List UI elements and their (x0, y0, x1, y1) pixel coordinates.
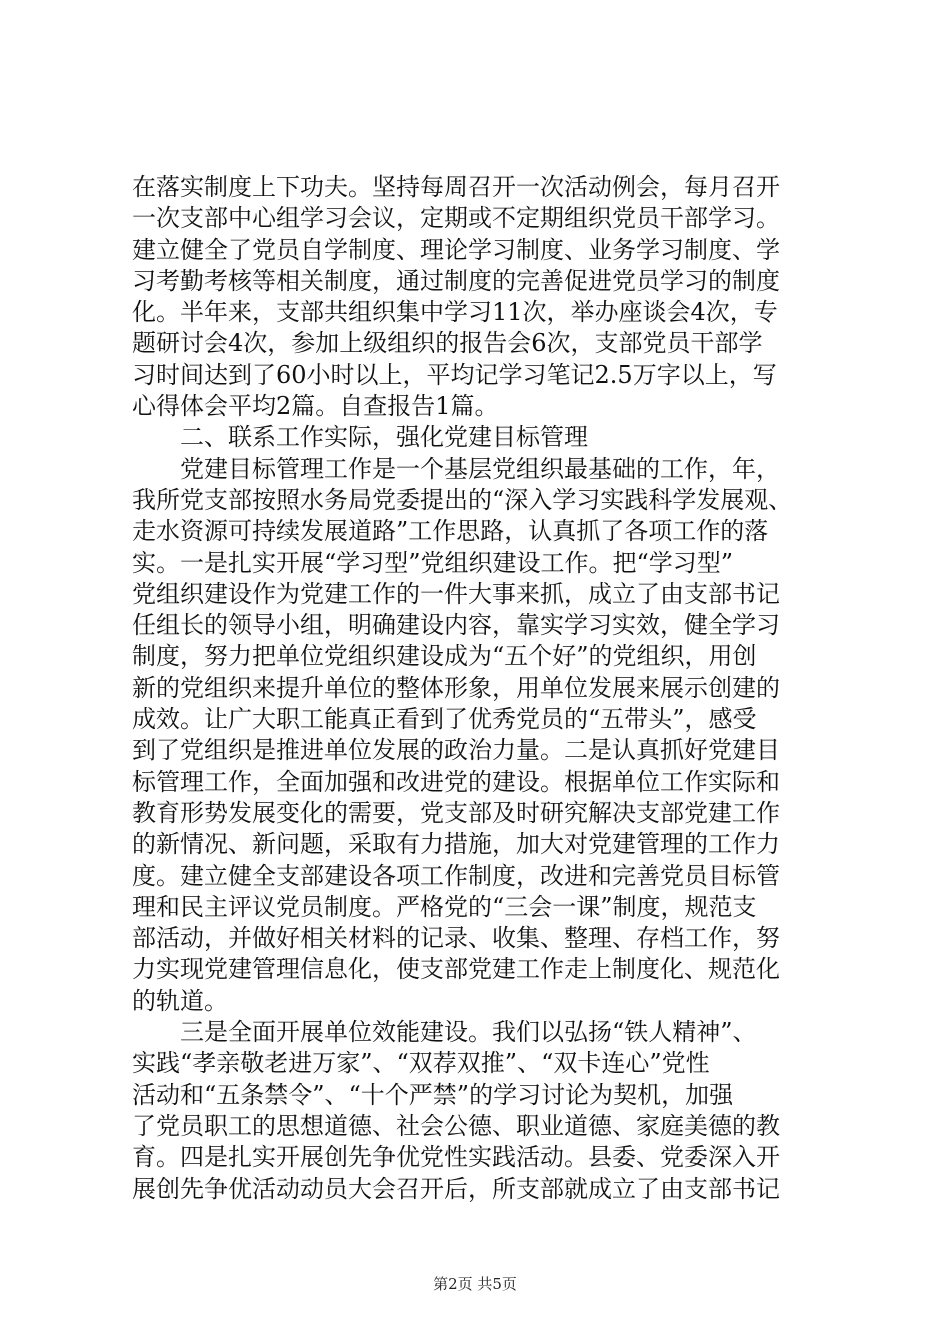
body-text-line: 成效。让广大职工能真正看到了优秀党员的“五带头”，感受 (132, 705, 757, 734)
body-text-line: 标管理工作，全面加强和改进党的建设。根据单位工作实际和 (132, 767, 780, 796)
body-text-line: 在落实制度上下功夫。坚持每周召开一次活动例会，每月召开 (132, 173, 780, 201)
body-text-line: 心得体会平均2篇。自查报告1篇。 (132, 392, 499, 421)
body-text-line: 我所党支部按照水务局党委提出的“深入学习实践科学发展观、 (132, 485, 793, 514)
body-text-line: 任组长的领导小组，明确建设内容，靠实学习实效，健全学习 (132, 611, 780, 640)
body-text-line: 的新情况、新问题，采取有力措施，加大对党建管理的工作力 (132, 830, 780, 859)
section-heading: 二、联系工作实际，强化党建目标管理 (180, 423, 588, 452)
body-text-line: 部活动，并做好相关材料的记录、收集、整理、存档工作，努 (132, 924, 780, 953)
body-text-line: 建立健全了党员自学制度、理论学习制度、业务学习制度、学 (132, 235, 780, 264)
body-text-line: 理和民主评议党员制度。严格党的“三会一课”制度，规范支 (132, 892, 757, 921)
body-text-line: 一次支部中心组学习会议，定期或不定期组织党员干部学习。 (132, 204, 780, 233)
page-number-footer: 第2页 共5页 (433, 1275, 517, 1293)
body-text-line: 到了党组织是推进单位发展的政治力量。二是认真抓好党建目 (132, 736, 780, 765)
body-text-line: 新的党组织来提升单位的整体形象，用单位发展来展示创建的 (132, 673, 780, 702)
body-text-line: 习考勤考核等相关制度，通过制度的完善促进党员学习的制度 (132, 266, 780, 295)
body-text-line: 活动和“五条禁令”、“十个严禁”的学习讨论为契机，加强 (132, 1080, 734, 1109)
paragraph-first-line: 三是全面开展单位效能建设。我们以弘扬“铁人精神”、 (180, 1018, 757, 1047)
body-text-line: 实践“孝亲敬老进万家”、“双荐双推”、“双卡连心”党性 (132, 1049, 710, 1078)
body-text-line: 制度，努力把单位党组织建设成为“五个好”的党组织，用创 (132, 642, 757, 671)
body-text-line: 了党员职工的思想道德、社会公德、职业道德、家庭美德的教 (132, 1111, 780, 1140)
body-text-line: 展创先争优活动动员大会召开后，所支部就成立了由支部书记 (132, 1174, 780, 1203)
body-text-line: 的轨道。 (132, 986, 228, 1015)
document-body (132, 172, 832, 1205)
body-text-line: 党组织建设作为党建工作的一件大事来抓，成立了由支部书记 (132, 579, 780, 608)
body-text-line: 力实现党建管理信息化，使支部党建工作走上制度化、规范化 (132, 955, 780, 984)
body-text-line: 习时间达到了60小时以上，平均记学习笔记2.5万字以上，写 (132, 360, 777, 389)
body-text-line: 走水资源可持续发展道路”工作思路，认真抓了各项工作的落 (132, 517, 769, 546)
body-text-line: 育。四是扎实开展创先争优党性实践活动。县委、党委深入开 (132, 1143, 780, 1172)
body-text-line: 实。一是扎实开展“学习型”党组织建设工作。把“学习型” (132, 548, 734, 577)
body-text-line: 题研讨会4次，参加上级组织的报告会6次，支部党员干部学 (132, 329, 763, 358)
body-text-line: 化。半年来，支部共组织集中学习11次，举办座谈会4次，专 (132, 298, 778, 327)
paragraph-first-line: 党建目标管理工作是一个基层党组织最基础的工作，年， (180, 454, 780, 483)
body-text-line: 教育形势发展变化的需要，党支部及时研究解决支部党建工作 (132, 798, 780, 827)
body-text-line: 度。建立健全支部建设各项工作制度，改进和完善党员目标管 (132, 861, 780, 890)
